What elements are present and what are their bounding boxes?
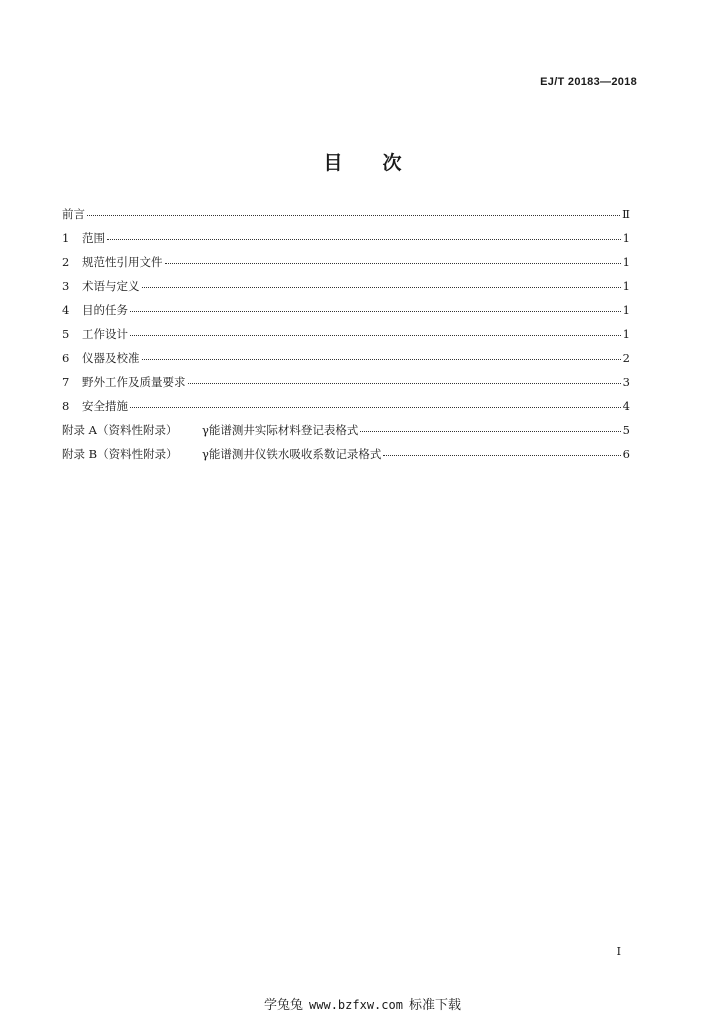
- dot-leader: [142, 286, 621, 288]
- watermark-url[interactable]: www.bzfxw.com: [309, 998, 403, 1012]
- toc-entry-work-design[interactable]: [62, 326, 630, 350]
- toc-entry-field-work[interactable]: [62, 374, 630, 398]
- toc-entry-appendix-b[interactable]: [62, 446, 630, 470]
- toc-entry-label: 安全措施: [82, 399, 128, 413]
- toc-entry-label: γ能谱测井实际材料登记表格式: [202, 423, 359, 437]
- toc-entry-scope[interactable]: [62, 230, 630, 254]
- toc-entry-label: 仪器及校准: [82, 351, 140, 365]
- toc-entry-page: 6: [622, 447, 630, 461]
- dot-leader: [130, 310, 621, 312]
- page-number: I: [616, 945, 621, 958]
- toc-appendix-id: 附录 A（资料性附录）: [62, 423, 178, 437]
- toc-entry-label: 目的任务: [82, 303, 128, 317]
- title-char-1: 目: [323, 152, 343, 174]
- toc-entry-page: Ⅱ: [622, 207, 630, 221]
- toc-entry-number: 3: [62, 279, 70, 293]
- toc-entry-safety[interactable]: [62, 398, 630, 422]
- toc-entry-page: 3: [622, 375, 630, 389]
- table-of-contents: [62, 206, 630, 470]
- toc-entry-number: 8: [62, 399, 70, 413]
- toc-entry-appendix-a[interactable]: [62, 422, 630, 446]
- title-char-2: 次: [382, 152, 402, 174]
- toc-entry-label: 前言: [62, 207, 85, 221]
- dot-leader: [107, 238, 621, 240]
- toc-entry-page: 1: [622, 303, 630, 317]
- toc-entry-page: 4: [622, 399, 630, 413]
- toc-entry-page: 2: [622, 351, 630, 365]
- dot-leader: [142, 358, 621, 360]
- toc-entry-label: 范围: [82, 231, 105, 245]
- watermark: [0, 994, 725, 1013]
- watermark-left: 学兔兔: [264, 998, 304, 1013]
- toc-entry-label: 规范性引用文件: [82, 255, 163, 269]
- dot-leader: [360, 430, 620, 432]
- toc-entry-label: 术语与定义: [82, 279, 140, 293]
- toc-entry-number: 2: [62, 255, 70, 269]
- toc-entry-number: 5: [62, 327, 70, 341]
- toc-entry-instruments[interactable]: [62, 350, 630, 374]
- toc-entry-page: 5: [622, 423, 630, 437]
- toc-entry-page: 1: [622, 327, 630, 341]
- toc-entry-objectives[interactable]: [62, 302, 630, 326]
- toc-entry-number: 7: [62, 375, 70, 389]
- toc-entry-label: 野外工作及质量要求: [82, 375, 186, 389]
- toc-entry-number: 6: [62, 351, 70, 365]
- toc-entry-label: 工作设计: [82, 327, 128, 341]
- toc-entry-page: 1: [622, 231, 630, 245]
- dot-leader: [130, 406, 621, 408]
- dot-leader: [165, 262, 621, 264]
- toc-entry-normative-references[interactable]: [62, 254, 630, 278]
- toc-entry-label: γ能谱测井仪铁水吸收系数记录格式: [202, 447, 382, 461]
- toc-entry-number: 1: [62, 231, 70, 245]
- page-title: [0, 148, 725, 175]
- dot-leader: [87, 214, 620, 216]
- toc-entry-foreword[interactable]: [62, 206, 630, 230]
- watermark-right: 标准下载: [408, 998, 461, 1013]
- toc-entry-page: 1: [622, 279, 630, 293]
- toc-entry-terms[interactable]: [62, 278, 630, 302]
- toc-entry-page: 1: [622, 255, 630, 269]
- dot-leader: [383, 454, 620, 456]
- dot-leader: [130, 334, 621, 336]
- toc-appendix-id: 附录 B（资料性附录）: [62, 447, 178, 461]
- dot-leader: [188, 382, 621, 384]
- toc-entry-number: 4: [62, 303, 70, 317]
- doc-code: EJ/T 20183—2018: [540, 76, 637, 88]
